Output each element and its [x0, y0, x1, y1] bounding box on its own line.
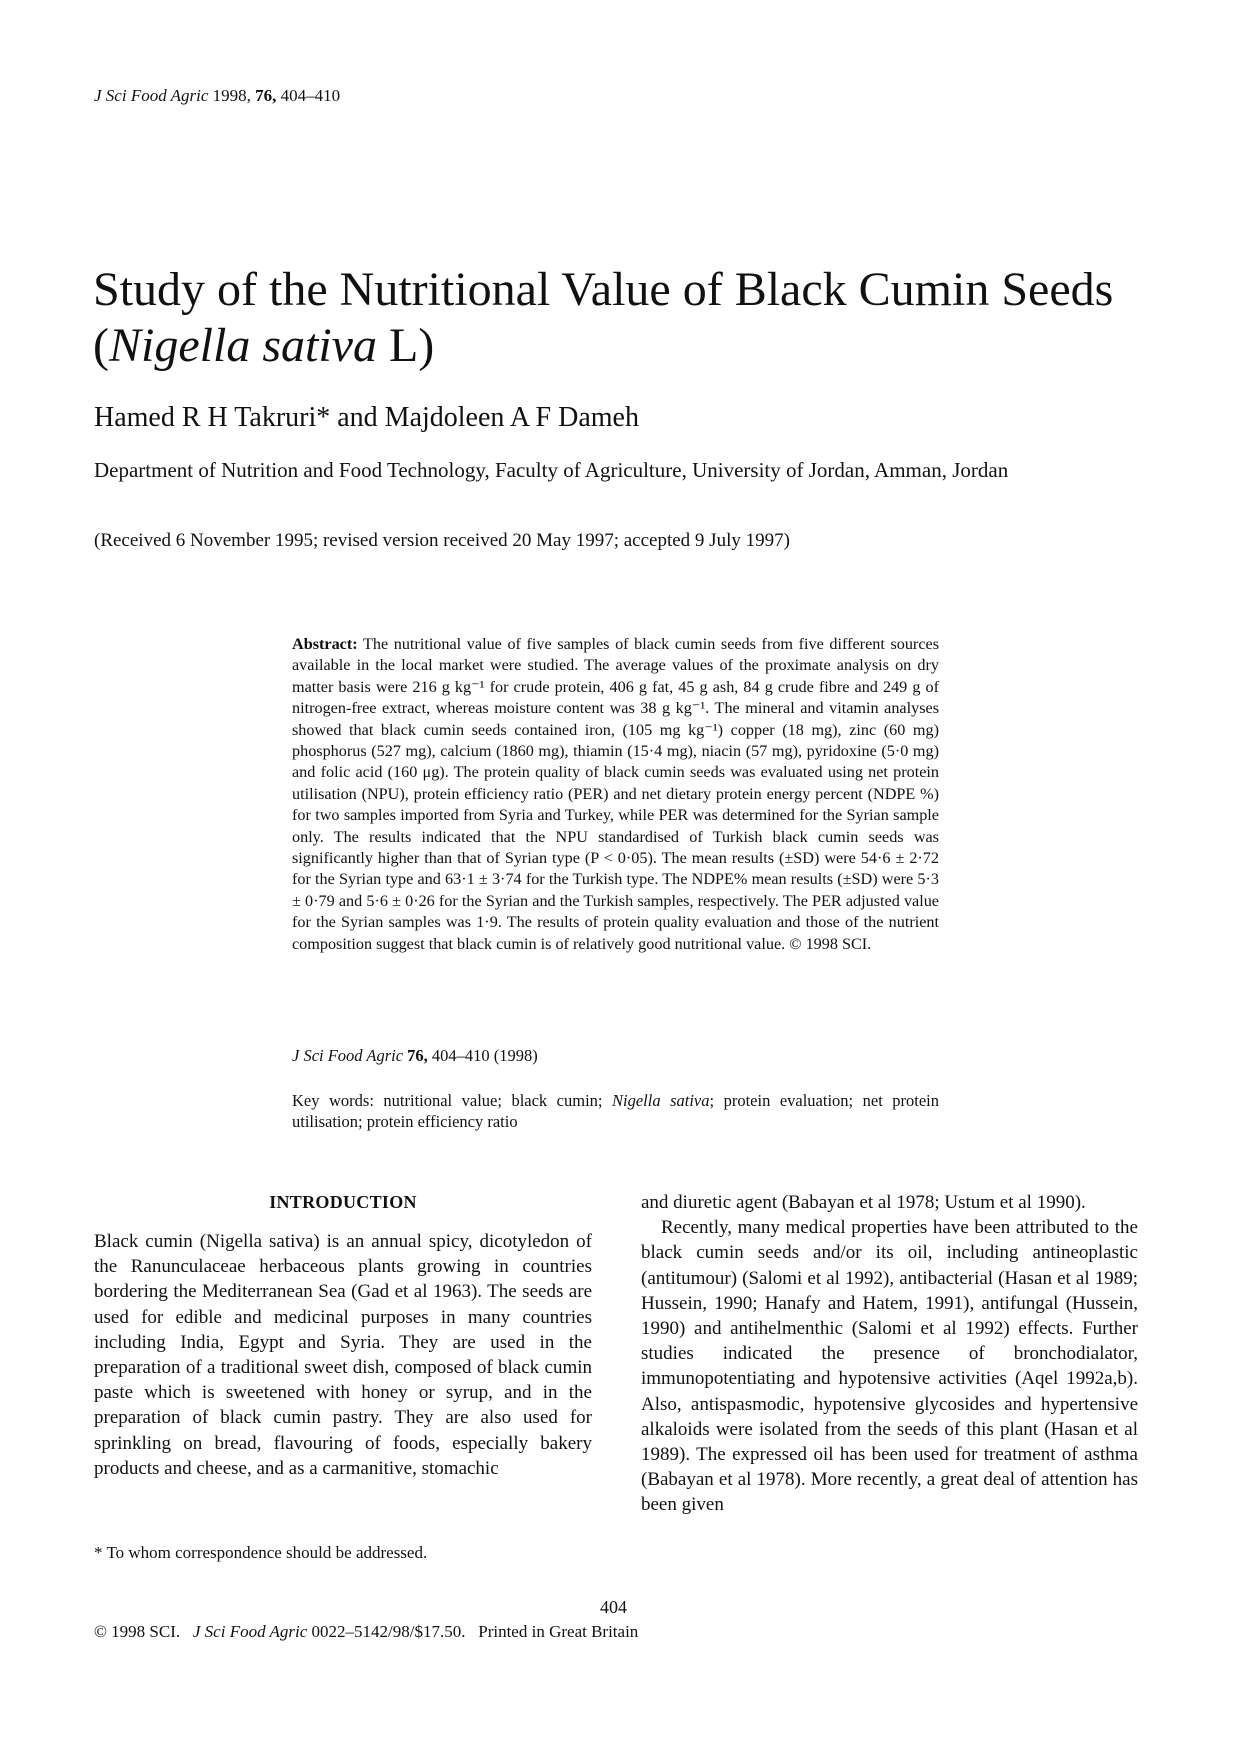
body-column-left — [94, 1190, 592, 1481]
page-number: 404 — [600, 1597, 627, 1617]
abstract-text: The nutritional value of five samples of black cumin seeds from five different sources available in the local market were studied. The average values of the proximate analysis on dry matter basis were 216 g kg⁻¹ for crude protein, 406 g fat, 45 g ash, 84 g crude fibre and 249 g of nitrogen-free extract, whereas moisture content was 38 g kg⁻¹. The mineral and vitamin analyses showed that black cumin seeds contained iron, (105 mg kg⁻¹) copper (18 mg), zinc (60 mg) phosphorus (527 mg), calcium (1860 mg), thiamin (15·4 mg), niacin (57 mg), pyridoxine (5·0 mg) and folic acid (160 μg). The protein quality of black cumin seeds was evaluated using net protein utilisation (NPU), protein efficiency ratio (PER) and net dietary protein energy percent (NDPE %) for two samples imported from Syria and Turkey, while PER was determined for the Syrian sample only. The results indicated that the NPU standardised of Turkish black cumin seeds was significantly higher than that of Syrian type (P < 0·05). The mean results (±SD) were 54·6 ± 2·72 for the Syrian type and 63·1 ± 3·74 for the Turkish type. The NDPE% mean results (±SD) were 5·3 ± 0·79 and 5·6 ± 0·26 for the Syrian and the Turkish samples, respectively. The PER adjusted value for the Syrian samples was 1·9. The results of protein quality evaluation and those of the nutrient composition suggest that black cumin is of relatively good nutritional value. © 1998 SCI. — [292, 635, 939, 953]
article-affiliation: Department of Nutrition and Food Technology, Faculty of Agriculture, University of Jordan, Amman, Jordan — [94, 458, 1009, 482]
keywords: Key words: nutritional value; black cumin; Nigella sativa; protein evaluation; net protein utilisation; protein efficiency ratio — [292, 1091, 940, 1131]
journal-header — [94, 86, 340, 106]
footer-copyright: © 1998 SCI. J Sci Food Agric 0022–5142/98/$17.50. Printed in Great Britain — [94, 1622, 639, 1641]
body-column-right — [641, 1190, 1138, 1518]
article-title: Study of the Nutritional Value of Black Cumin Seeds (Nigella sativa L) — [93, 263, 1114, 372]
intro-paragraph-continued: and diuretic agent (Babayan et al 1978; Ustum et al 1990). — [641, 1192, 1086, 1213]
abstract — [292, 634, 939, 955]
intro-paragraph-2: Recently, many medical properties have been attributed to the black cumin seeds and/or its oil, including antineoplastic (antitumour) (Salomi et al 1992), antibacterial (Hasan et al 1989; Hussein, 1990; Hanafy and Hatem, 1991), antifungal (Hussein, 1990) and antihelmenthic (Salomi et al 1992) effects. Further studies indicated the presence of bronchodialator, immunopotentiating and hypotensive activities (Aqel 1992a,b). Also, antispasmodic, hypotensive glycosides and hypertensive alkaloids were isolated from the seeds of this plant (Hasan et al 1989). The expressed oil has been used for treatment of asthma (Babayan et al 1978). More recently, a great deal of attention has been given — [641, 1217, 1138, 1516]
footnote: * To whom correspondence should be addressed. — [94, 1543, 428, 1562]
journal-pages: 404–410 — [280, 86, 341, 105]
journal-year: 1998, — [212, 86, 251, 105]
abstract-citation: J Sci Food Agric 76, 404–410 (1998) — [292, 1046, 538, 1065]
article-dates: (Received 6 November 1995; revised version received 20 May 1997; accepted 9 July 1997) — [94, 530, 790, 551]
article-authors: Hamed R H Takruri* and Majdoleen A F Dameh — [94, 402, 639, 433]
abstract-label: Abstract: — [292, 635, 358, 653]
journal-volume: 76, — [255, 86, 277, 105]
section-heading-introduction: INTRODUCTION — [269, 1192, 417, 1212]
journal-name: J Sci Food Agric — [94, 86, 209, 105]
intro-paragraph-1: Black cumin (Nigella sativa) is an annual spicy, dicotyledon of the Ranunculaceae herbaceous plants growing in countries bordering the Mediterranean Sea (Gad et al 1963). The seeds are used for edible and medicinal purposes in many countries including India, Egypt and Syria. They are used in the preparation of a traditional sweet dish, composed of black cumin paste which is sweetened with honey or syrup, and in the preparation of black cumin pastry. They are also used for sprinkling on bread, flavouring of foods, especially bakery products and cheese, and as a carmanitive, stomachic — [94, 1231, 592, 1479]
